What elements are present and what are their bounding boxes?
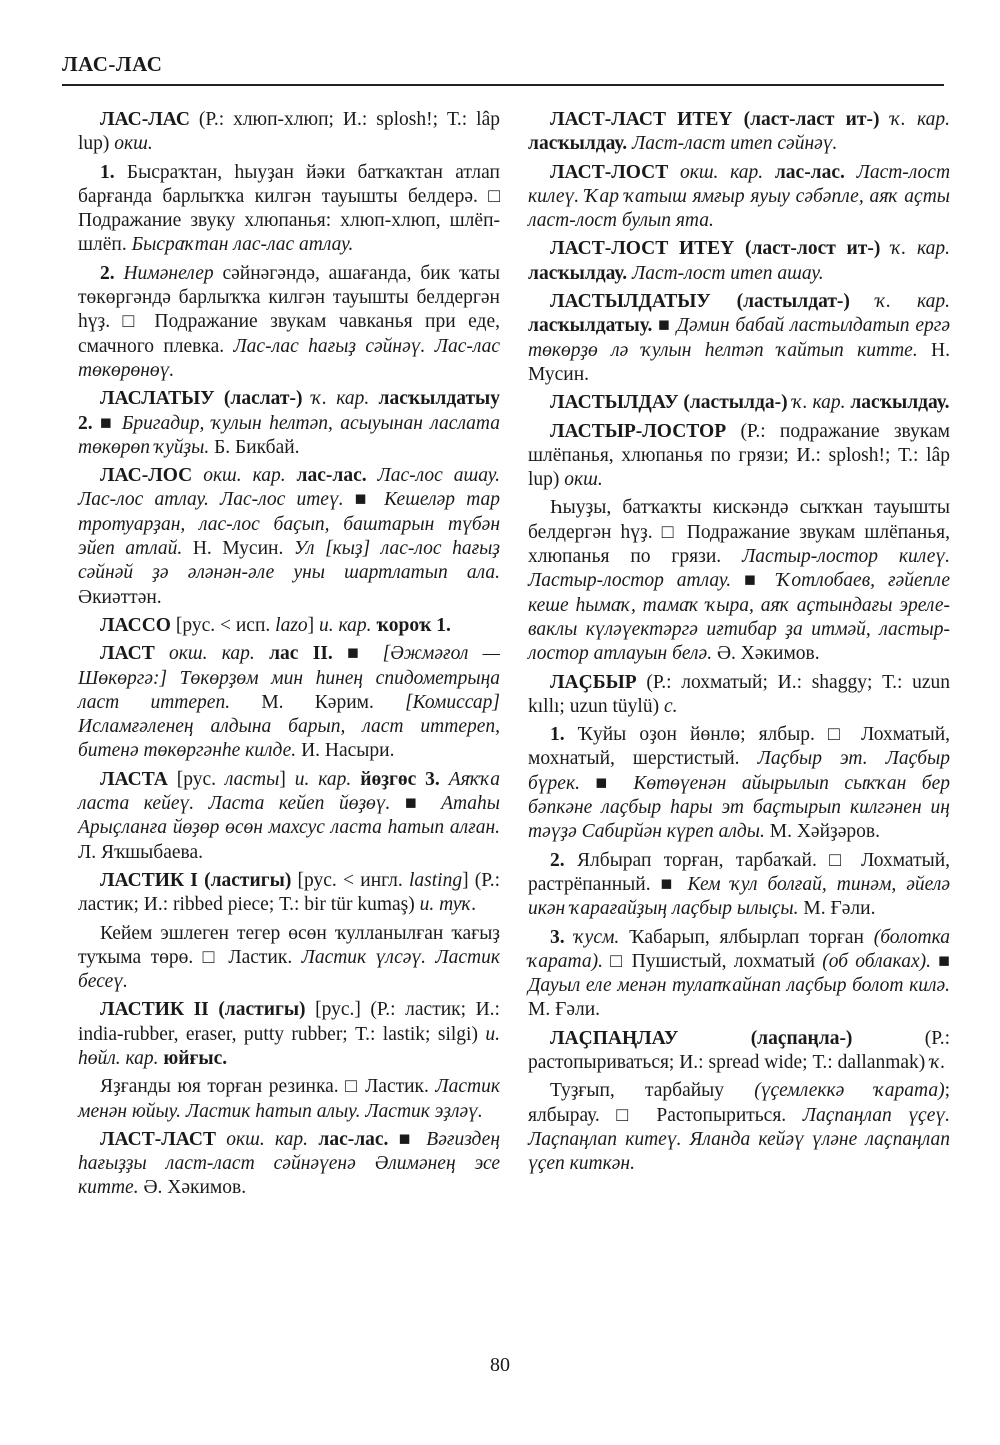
entry-text xyxy=(850,291,876,312)
headword: йөҙгөс 3. xyxy=(360,768,440,790)
italic-text: и. туҡ. xyxy=(419,894,477,916)
entry-text xyxy=(565,927,575,948)
entry-text xyxy=(880,238,891,259)
entry-paragraph xyxy=(528,420,950,493)
entry-text: сәйнәгәндә, ашағанда, бик ҡаты төкөргәндә барлыҡҡа килгән тауышты белдергән һүҙ. □ Подражание звукам чавканья при еде, смачного плевка. xyxy=(78,262,501,357)
italic-text: и. кар. xyxy=(319,614,372,636)
entry-paragraph xyxy=(528,671,950,720)
entry-text: М. Ғәли. xyxy=(528,999,601,1021)
entry-paragraph xyxy=(528,290,950,387)
headword: лас II. xyxy=(269,643,333,665)
headword: ласҡылдау. xyxy=(850,392,950,414)
entry-text: Кейем эшлеген тегер өсөн ҡулланылған ҡағыҙ туҡыма төрө. □ Ластик. xyxy=(78,922,500,968)
entry-text: ■ xyxy=(652,315,677,337)
entry-text: [рус.] (Р.: ластик; И.: india-rubber, eraser, putty rubber; Т.: lastik; silgi) xyxy=(78,999,500,1045)
entry-text xyxy=(155,643,169,664)
italic-text: окш. xyxy=(114,133,153,155)
entry-paragraph xyxy=(78,262,500,383)
entry-paragraph xyxy=(78,869,500,918)
entry-text xyxy=(308,1129,318,1150)
entry-paragraph xyxy=(528,1079,950,1176)
italic-text: Ласт-ласт итеп сәйнәү. xyxy=(631,133,838,155)
entry-paragraph xyxy=(528,108,950,157)
italic-text: Атаһы Арыҫланға йөҙөр өсөн махсус ласта һатып алған. xyxy=(78,793,501,839)
headword: 1. xyxy=(550,724,565,746)
entry-text: ■ xyxy=(388,1128,427,1150)
italic-text: окш. xyxy=(564,469,603,491)
entry-text xyxy=(845,162,857,183)
headword: 1. xyxy=(100,161,115,183)
entry-text xyxy=(440,769,449,790)
headword: ЛАСТИК II (ластигы) xyxy=(100,999,306,1021)
left-column xyxy=(78,108,500,1205)
headword: лас-лас. xyxy=(296,465,367,487)
entry-paragraph xyxy=(78,464,500,610)
entry-text: Бысраҡтан, һыуҙан йәки батҡаҡтан атлап барғанда барлыҡҡа килгән тауышты белдерә. □ Подражание звуку хлюпанья: хлюп-хлюп, шлёп-шлёп. xyxy=(78,161,500,256)
entry-paragraph xyxy=(528,849,950,922)
entry-text: Яҙғанды юя торған резинка. □ Ластик. xyxy=(100,1076,436,1098)
entry-text xyxy=(879,109,890,130)
entry-paragraph xyxy=(78,998,500,1071)
italic-text: ҡ. кар. xyxy=(311,388,370,410)
italic-text: Дауыл еле менән тулапҡайнап лаҫбыр болот килә. xyxy=(528,975,950,997)
italic-text: Вәғиздең һағыҙҙы ласт-ласт сәйнәүенә Әлимәнең эсе китте. xyxy=(78,1128,500,1199)
entry-text: [рус. < ингл. xyxy=(291,869,409,891)
italic-text: Нимәнелер xyxy=(123,262,214,284)
entry-text: ■ xyxy=(390,793,442,815)
entry-text xyxy=(763,162,775,183)
entry-text: ■ xyxy=(92,412,122,434)
italic-text: ҡ. кар. xyxy=(891,238,950,260)
italic-text: ҡусм. xyxy=(574,926,620,948)
entry-text: И. Насыри. xyxy=(296,740,395,762)
entry-text: М. Ғәли. xyxy=(798,898,876,920)
italic-text: ҡ. кар. xyxy=(890,109,951,130)
headword: ЛАҪПАҢЛАУ (лаҫпаңла-) xyxy=(550,1027,853,1049)
italic-text: Лаҫбыр эт. Лаҫбыр бүрек. xyxy=(528,748,950,794)
header-rule xyxy=(62,84,944,86)
entry-text: [рус. < исп. xyxy=(170,614,276,636)
headword: ЛАСТЫЛДАУ (ластылда-) xyxy=(550,392,788,414)
italic-text: Ластик үлсәү. Ластик бесеү. xyxy=(78,946,500,993)
headword: ласҡылдатыу 2. xyxy=(78,388,501,434)
entry-paragraph xyxy=(528,496,950,666)
headword: ласҡылдатыу. xyxy=(528,315,653,337)
headword: ЛАССО xyxy=(100,614,171,636)
italic-text: ҡ. кар. xyxy=(792,392,846,414)
italic-text: lazo xyxy=(275,614,308,636)
entry-text: М. Хәйҙәров. xyxy=(764,821,880,843)
entry-text xyxy=(668,162,680,183)
headword: ЛАСТ-ЛОСТ ИТЕҮ (ласт-лост ит-) xyxy=(550,238,881,260)
entry-text xyxy=(351,769,360,790)
italic-text: и. һөйл. кар. xyxy=(78,1023,500,1069)
headword: ЛАСЛАТЫУ (ласлат-) xyxy=(100,388,303,410)
entry-text: Н. Мусин. xyxy=(182,538,294,560)
entry-paragraph xyxy=(78,108,500,157)
entry-text xyxy=(192,465,203,486)
headword: лас-лас. xyxy=(318,1128,389,1150)
italic-text: (об облаках). xyxy=(822,950,931,972)
italic-text: Кем ҡул болғай, тинәм, әйелә икән ҡарағайҙың лаҫбыр ылыҫы. xyxy=(528,873,950,920)
entry-text xyxy=(286,465,297,486)
headword: 2. xyxy=(550,849,565,871)
italic-text: Ласт-лост итеп ашау. xyxy=(631,262,824,284)
italic-text: и. кар. xyxy=(294,768,352,790)
entry-text: Ә. Хәкимов. xyxy=(712,643,820,665)
entry-text: (Р.: лохматый; И.: shaggy; Т.: uzun kıllı; uzun tüylü) xyxy=(528,671,950,717)
entry-text: ■ xyxy=(332,643,383,665)
entry-text: Ҡабарып, ялбырлап торған xyxy=(619,926,874,948)
headword: 3. xyxy=(550,926,565,948)
entry-text: ■ xyxy=(731,570,777,592)
entry-text: ] xyxy=(279,768,295,790)
entry-text: ■ xyxy=(343,489,385,511)
entry-text: Ялбырап торған, тарбаҡай. □ Лохматый, растрёпанный. ■ xyxy=(528,849,950,895)
entry-text: Н. Мусин. xyxy=(528,339,950,385)
entry-text: Б. Бикбай. xyxy=(209,436,300,458)
entry-paragraph xyxy=(528,1027,950,1076)
entry-text: ] xyxy=(307,614,320,636)
entry-text xyxy=(367,465,378,486)
italic-text: Ластыр-лостор килеү. Ластыр-лостор атлау. xyxy=(528,546,950,592)
headword: ЛАС-ЛАС xyxy=(100,109,190,130)
entry-paragraph xyxy=(78,614,500,638)
entry-text: (Р.: хлюп-хлюп; И.: splosh!; Т.: lâp lup) xyxy=(78,109,500,155)
italic-text: Бригадир, ҡулын һелтәп, асыуынан ласлата төкөрөп ҡуйҙы. xyxy=(78,412,501,458)
entry-text xyxy=(302,388,311,409)
italic-text: [Комиссар] Исламғәленең алдына барып, ласт иттереп, битенә төкөргәнһе килде. xyxy=(78,691,500,762)
italic-text: Ул [кыҙ] лас-лос һағыҙ сәйнәй ҙә әләнән-әле уны шартлатып ала. xyxy=(78,538,500,584)
headword: ЛАСТ xyxy=(100,643,155,665)
headword: ЛАСТА xyxy=(100,768,168,790)
entry-text: ] (Р.: ластик; И.: ribbed piece; Т.: bir tür kumaş) xyxy=(78,869,500,916)
italic-text: Бысраҡтан лас-лас атлау. xyxy=(131,234,354,256)
entry-text: [рус. xyxy=(167,768,225,790)
entry-text: ; ялбырау. □ Растопыриться. xyxy=(528,1080,950,1126)
headword: ЛАСТЫР-ЛОСТОР xyxy=(550,420,727,442)
running-head: ЛАС-ЛАС xyxy=(62,52,163,76)
entry-paragraph xyxy=(78,1075,500,1124)
entry-text: ■ xyxy=(579,772,634,794)
italic-text: окш. кар. xyxy=(679,161,764,183)
headword: 2. xyxy=(100,262,115,284)
entry-paragraph xyxy=(528,161,950,234)
entry-text: Туҙғып, тарбайыу xyxy=(550,1080,755,1102)
italic-text: ҡ. кар. xyxy=(875,291,950,313)
entry-paragraph xyxy=(78,922,500,995)
headword: ЛАСТ-ЛОСТ xyxy=(550,161,669,183)
headword: ЛАҪБЫР xyxy=(550,671,637,693)
headword: ҡороҡ 1. xyxy=(376,614,451,636)
entry-text xyxy=(216,1129,226,1150)
italic-text: Көтөүенән айырылып сыҡҡан бер бәпкәне лаҫбыр һары эт баҫтырып килгәнен иң тәүҙә Сабирйән күреп алды. xyxy=(528,772,950,843)
headword: ласҡылдау. xyxy=(528,262,628,284)
italic-text: Ласт-лост килеү. Ҡар ҡатыш ямғыр яуыу сәбәпле, аяҡ аҫты ласт-лост булып ята. xyxy=(528,161,951,232)
entry-text xyxy=(255,643,269,664)
entry-paragraph xyxy=(528,926,950,1023)
entry-text: Әкиәттән. xyxy=(78,586,162,608)
italic-text: [Әжмәғол — Шөкөргә:] Төкөрҙөм мин һинең спидометрыңа ласт иттереп. xyxy=(78,643,500,713)
entry-text: (Р.: растопыриваться; И.: spread wide; Т.: dallanmak) xyxy=(528,1027,950,1073)
headword: ЛАС-ЛОС xyxy=(100,465,193,487)
headword: ЛАСТЫЛДАТЫУ (ластылдат-) xyxy=(550,291,850,313)
entry-text: (Р.: подражание звукам шлёпанья, хлюпанья по грязи; И.: splosh!; Т.: lâp lup) xyxy=(528,420,950,491)
italic-text: Кешеләр тар тротуарҙан, лас-лос баҫып, баштарын түбән эйеп атлай. xyxy=(78,489,501,560)
italic-text: ҡ. xyxy=(930,1051,946,1073)
italic-text: lasting xyxy=(408,869,463,891)
headword: ЛАСТИК I (ластигы) xyxy=(100,869,292,891)
headword: юйғыс. xyxy=(163,1047,228,1069)
italic-text: Лас-лос ашау. Лас-лос атлау. Лас-лос итеү. xyxy=(78,465,500,511)
italic-text: Ҡотлобаев, ғәйепле кеше һымаҡ, тамаҡ ҡыра, аяҡ аҫтындағы эреле-ваклы күләүектәргә иғтибар ҙа итмәй, ластыр-лостор атлауын белә. xyxy=(528,570,951,665)
entry-text: Л. Яҡшыбаева. xyxy=(78,841,203,863)
entry-text: Һыуҙы, батҡаҡты кискәндә сыҡҡан тауышты белдергән һүҙ. □ Подражание звукам шлёпанья, хлюпанья по грязи. xyxy=(528,497,950,568)
headword: лас-лас. xyxy=(774,161,845,183)
entry-text: М. Кәрим. xyxy=(230,691,406,713)
italic-text: Дәмин бабай ластылдатып ергә төкөрҙө лә ҡулын һелтәп ҡайтып китте. xyxy=(528,315,950,361)
italic-text: окш. кар. xyxy=(169,643,255,665)
italic-text: окш. кар. xyxy=(203,465,286,487)
entry-paragraph xyxy=(78,642,500,763)
entry-text xyxy=(369,388,378,409)
entry-text: Ә. Хәкимов. xyxy=(138,1177,247,1199)
italic-text: Лаҫпаңлап үҫеү. Лаҫпаңлап китеү. Яланда кейәү үләне лаҫпаңлап үҫеп киткән. xyxy=(528,1104,950,1175)
headword: ласҡылдау. xyxy=(528,133,628,155)
entry-paragraph xyxy=(528,237,950,286)
entry-paragraph xyxy=(78,387,500,460)
headword: ЛАСТ-ЛАСТ xyxy=(100,1128,216,1150)
entry-paragraph xyxy=(528,723,950,844)
italic-text: ласты xyxy=(224,768,280,790)
entry-paragraph xyxy=(78,1128,500,1201)
entry-paragraph xyxy=(78,161,500,258)
italic-text: Аяҡҡа ласта кейеү. Ласта кейеп йөҙөү. xyxy=(78,768,501,815)
entry-paragraph xyxy=(78,768,500,865)
entry-text: Ҡуйы оҙон йөнлө; ялбыр. □ Лохматый, мохнатый, шерстистый. xyxy=(528,724,950,770)
entry-paragraph xyxy=(528,391,950,415)
italic-text: (үҫемлеккә ҡарата) xyxy=(754,1080,945,1102)
entry-text: ■ xyxy=(930,950,951,972)
italic-text: (болотка ҡарата). xyxy=(528,926,950,972)
right-column xyxy=(528,108,950,1180)
page-number: 80 xyxy=(490,1354,510,1376)
italic-text: Лас-лас һағыҙ сәйнәү. Лас-лас төкөрөнөү. xyxy=(78,335,501,381)
italic-text: с. xyxy=(663,695,678,717)
entry-text: □ Пушистый, лохматый xyxy=(602,950,823,972)
italic-text: окш. кар. xyxy=(226,1128,309,1150)
italic-text: Ластик менән юйыу. Ластик һатып алыу. Ластик эҙләү. xyxy=(78,1076,500,1122)
headword: ЛАСТ-ЛАСТ ИТЕҮ (ласт-ласт ит-) xyxy=(550,109,880,130)
